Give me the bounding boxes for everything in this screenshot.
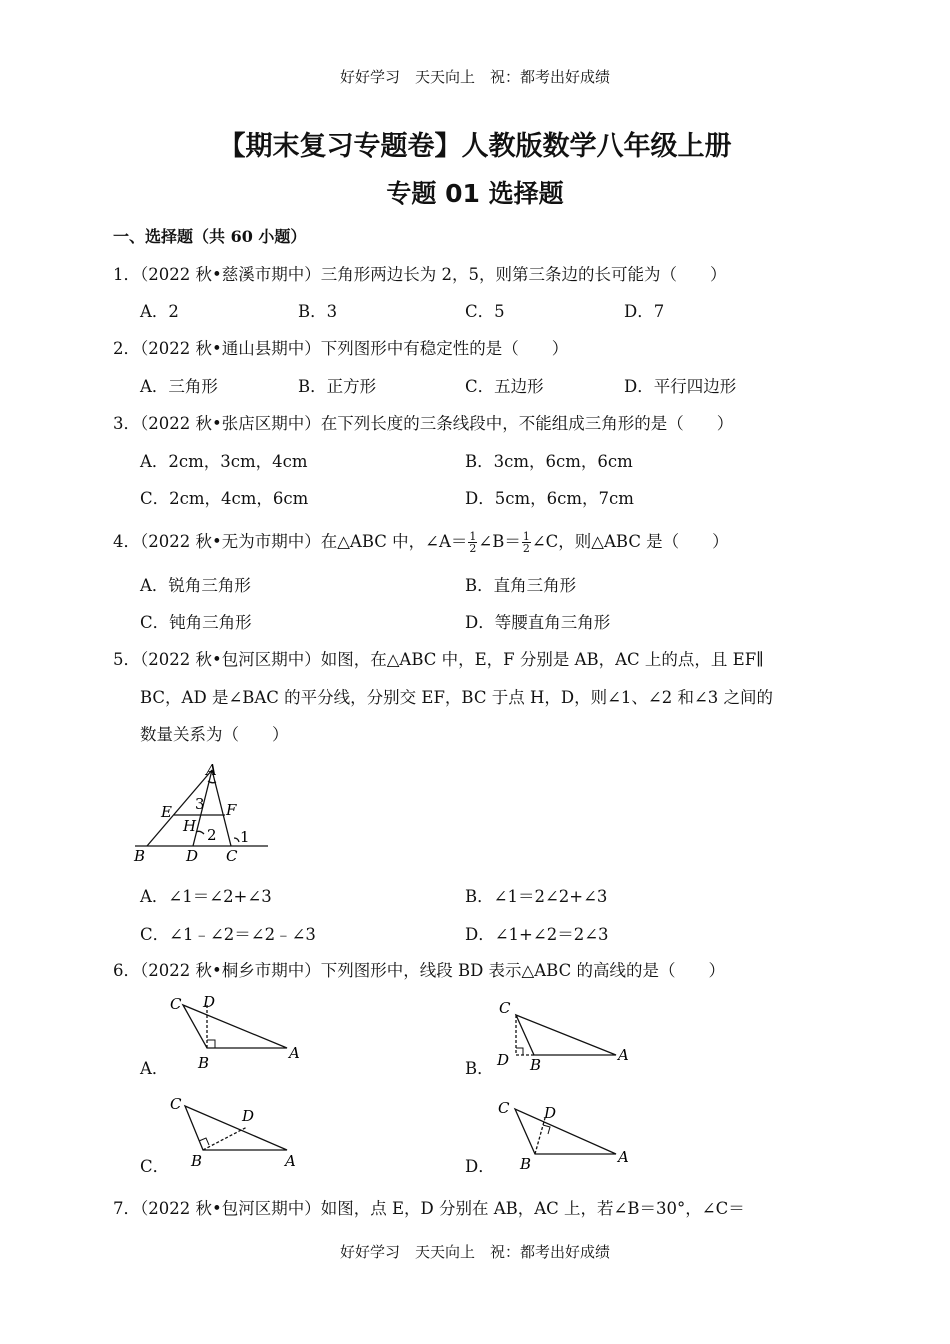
q4-text-end: ∠C，则△ABC 是（ ） <box>531 532 729 551</box>
q5-label-c: C <box>226 847 238 865</box>
q6c-label-a: A <box>285 1152 296 1170</box>
q4-fraction-2: $\frac{1}{2}$ <box>522 530 530 555</box>
q1-option-c: C．5 <box>465 302 505 321</box>
q5-label-1: 1 <box>240 828 250 846</box>
question-7-text: 7．（2022 秋•包河区期中）如图，点 E，D 分别在 AB，AC 上，若∠B＝30°，∠C＝ <box>113 1199 745 1218</box>
q6a-label-d: D <box>203 993 216 1011</box>
q2-option-a: A．三角形 <box>140 377 218 396</box>
q4-option-c: C．钝角三角形 <box>140 613 252 632</box>
q4-text-mid: ∠B＝ <box>478 532 521 551</box>
q1-option-a: A．2 <box>140 302 179 321</box>
q6c-label-b: B <box>191 1152 203 1170</box>
q5-option-d: D．∠1+∠2＝2∠3 <box>465 925 609 944</box>
page-header: 好好学习 天天向上 祝：都考出好成绩 <box>339 68 610 86</box>
q3-option-b: B．3cm，6cm，6cm <box>465 452 633 471</box>
q2-option-c: C．五边形 <box>465 377 544 396</box>
question-5-line-3: 数量关系为（ ） <box>140 725 289 744</box>
q6-figure-b <box>490 993 640 1073</box>
q5-label-3: 3 <box>195 795 205 813</box>
question-5-line-1: 5．（2022 秋•包河区期中）如图，在△ABC 中，E，F 分别是 AB，AC 上的点，且 EF∥ <box>113 650 764 669</box>
q3-option-a: A．2cm，3cm，4cm <box>140 452 308 471</box>
q6b-label-c: C <box>499 999 511 1017</box>
q6c-label-c: C <box>170 1095 182 1113</box>
q4-option-a: A．锐角三角形 <box>140 576 251 595</box>
document-subtitle: 专题 01 选择题 <box>386 179 564 208</box>
question-1-text: 1．（2022 秋•慈溪市期中）三角形两边长为 2，5，则第三条边的长可能为（ ） <box>113 265 727 284</box>
q2-option-b: B．正方形 <box>298 377 377 396</box>
q6d-label-b: B <box>520 1155 532 1173</box>
q6d-label-c: C <box>498 1099 510 1117</box>
question-3-text: 3．（2022 秋•张店区期中）在下列长度的三条线段中，不能组成三角形的是（ ） <box>113 414 734 433</box>
page-footer: 好好学习 天天向上 祝：都考出好成绩 <box>339 1243 610 1261</box>
q5-option-c: C．∠1﹣∠2＝∠2﹣∠3 <box>140 925 316 944</box>
q6d-label-d: D <box>544 1104 557 1122</box>
q4-option-b: B．直角三角形 <box>465 576 577 595</box>
q6-option-c: C． <box>140 1157 170 1176</box>
q6a-label-a: A <box>289 1044 300 1062</box>
q5-option-a: A．∠1＝∠2+∠3 <box>140 887 272 906</box>
q5-label-d: D <box>186 847 199 865</box>
q6a-label-b: B <box>198 1054 210 1070</box>
q6d-label-a: A <box>618 1148 629 1166</box>
q3-option-c: C．2cm，4cm，6cm <box>140 489 309 508</box>
q4-fraction-1: $\frac{1}{2}$ <box>469 530 477 555</box>
q6a-label-c: C <box>170 995 182 1013</box>
q6b-label-a: A <box>618 1046 629 1064</box>
document-title: 【期末复习专题卷】人教版数学八年级上册 <box>218 131 732 162</box>
q6c-label-d: D <box>242 1107 255 1125</box>
q5-label-e: E <box>161 803 172 821</box>
q4-text-start: 4．（2022 秋•无为市期中）在△ABC 中，∠A＝ <box>113 532 468 551</box>
q6-figure-c <box>165 1093 315 1173</box>
q5-label-2: 2 <box>207 826 217 844</box>
q3-option-d: D．5cm，6cm，7cm <box>465 489 634 508</box>
q5-option-b: B．∠1＝2∠2+∠3 <box>465 887 608 906</box>
q6-figure-d <box>490 1093 640 1173</box>
q1-option-b: B．3 <box>298 302 338 321</box>
question-4-text <box>113 528 729 554</box>
question-2-text: 2．（2022 秋•通山县期中）下列图形中有稳定性的是（ ） <box>113 339 569 358</box>
q4-option-d: D．等腰直角三角形 <box>465 613 611 632</box>
q5-label-b: B <box>134 847 146 865</box>
q6-figure-a <box>165 990 315 1070</box>
q5-label-a: A <box>206 761 217 779</box>
q1-option-d: D．7 <box>624 302 665 321</box>
q6b-label-b: B <box>530 1056 542 1073</box>
q5-label-f: F <box>226 801 237 819</box>
q5-label-h: H <box>183 817 197 835</box>
section-heading: 一、选择题（共 60 小题） <box>113 227 307 246</box>
question-6-text: 6．（2022 秋•桐乡市期中）下列图形中，线段 BD 表示△ABC 的高线的是（ ） <box>113 961 725 980</box>
q6b-label-d: D <box>497 1051 510 1069</box>
question-5-line-2: BC，AD 是∠BAC 的平分线，分别交 EF，BC 于点 H，D，则∠1、∠2 和∠3 之间的 <box>140 688 774 707</box>
q6-option-d: D． <box>465 1157 495 1176</box>
q2-option-d: D．平行四边形 <box>624 377 737 396</box>
q6-option-a: A． <box>140 1059 169 1078</box>
q5-figure <box>130 758 270 868</box>
q6-option-b: B． <box>465 1059 494 1078</box>
